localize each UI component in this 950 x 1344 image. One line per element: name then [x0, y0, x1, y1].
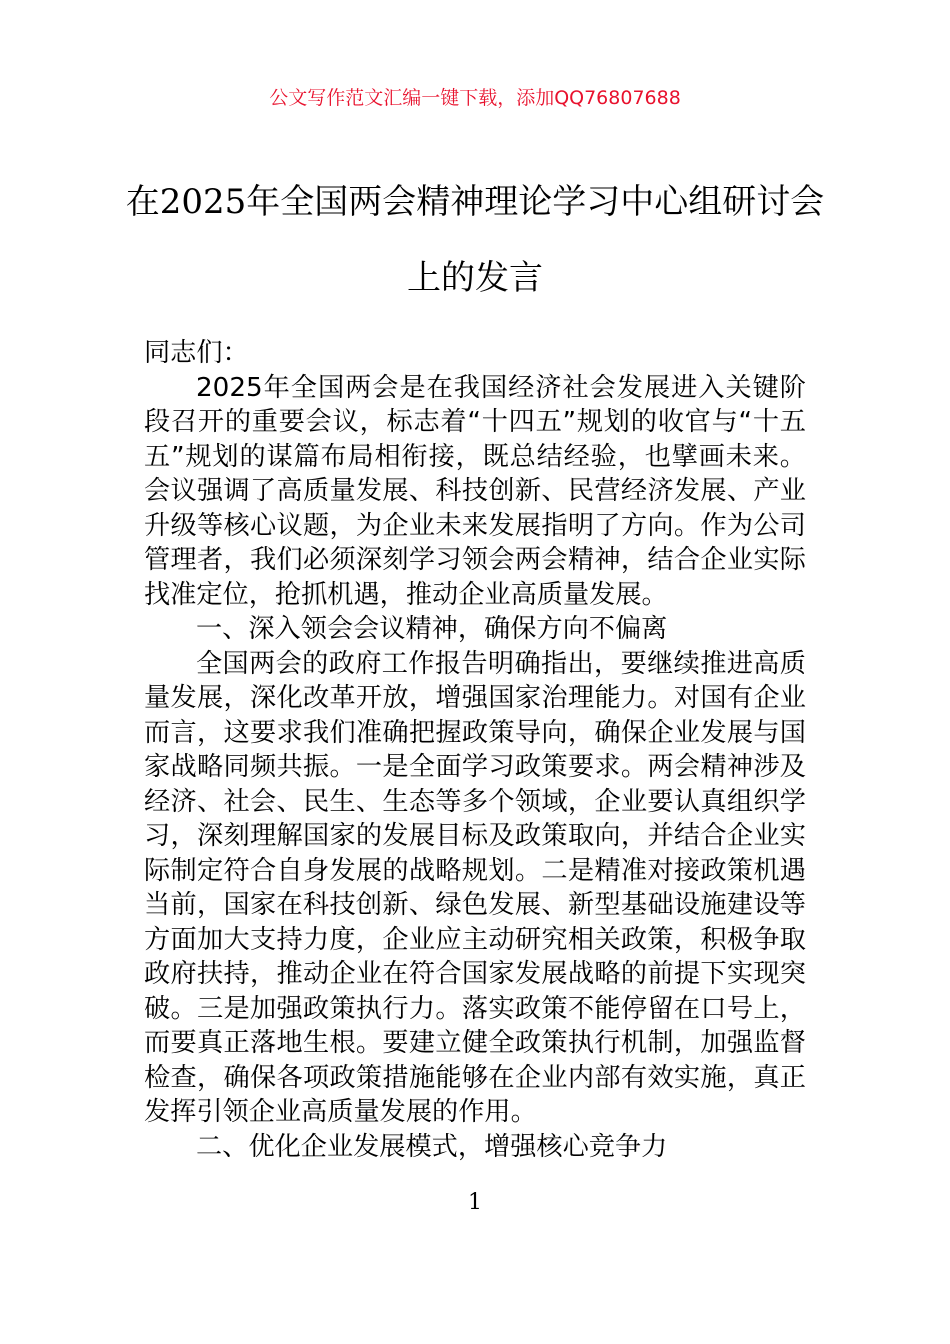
- download-banner: 公文写作范文汇编一键下载，添加QQ76807688: [269, 87, 681, 109]
- paragraph-intro: 2025年全国两会是在我国经济社会发展进入关键阶段召开的重要会议，标志着“十四五”规划的收官与“十五五”规划的谋篇布局相衔接，既总结经验，也擘画未来。会议强调了高质量发展、科技创新、民营经济发展、产业升级等核心议题，为企业未来发展指明了方向。作为公司管理者，我们必须深刻学习领会两会精神，结合企业实际找准定位，抢抓机遇，推动企业高质量发展。: [144, 372, 806, 610]
- section-heading-1: 一、深入领会会议精神，确保方向不偏离: [196, 614, 668, 644]
- section-heading-2: 二、优化企业发展模式，增强核心竞争力: [196, 1131, 668, 1162]
- document-title: 在2025年全国两会精神理论学习中心组研讨会上的发言: [125, 182, 825, 298]
- page-number: 1: [468, 1190, 482, 1215]
- paragraph-section-1: 全国两会的政府工作报告明确指出，要继续推进高质量发展，深化改革开放，增强国家治理能力。对国有企业而言，这要求我们准确把握政策导向，确保企业发展与国家战略同频共振。一是全面学习政策要求。两会精神涉及经济、社会、民生、生态等多个领域，企业要认真组织学习，深刻理解国家的发展目标及政策取向，并结合企业实际制定符合自身发展的战略规划。二是精准对接政策机遇当前，国家在科技创新、绿色发展、新型基础设施建设等方面加大支持力度，企业应主动研究相关政策，积极争取政府扶持，推动企业在符合国家发展战略的前提下实现突破。三是加强政策执行力。落实政策不能停留在口号上，而要真正落地生根。要建立健全政策执行机制，加强监督检查，确保各项政策措施能够在企业内部有效实施，真正发挥引领企业高质量发展的作用。: [144, 648, 806, 1127]
- document-body: [144, 336, 806, 1164]
- salutation: 同志们：: [144, 338, 249, 368]
